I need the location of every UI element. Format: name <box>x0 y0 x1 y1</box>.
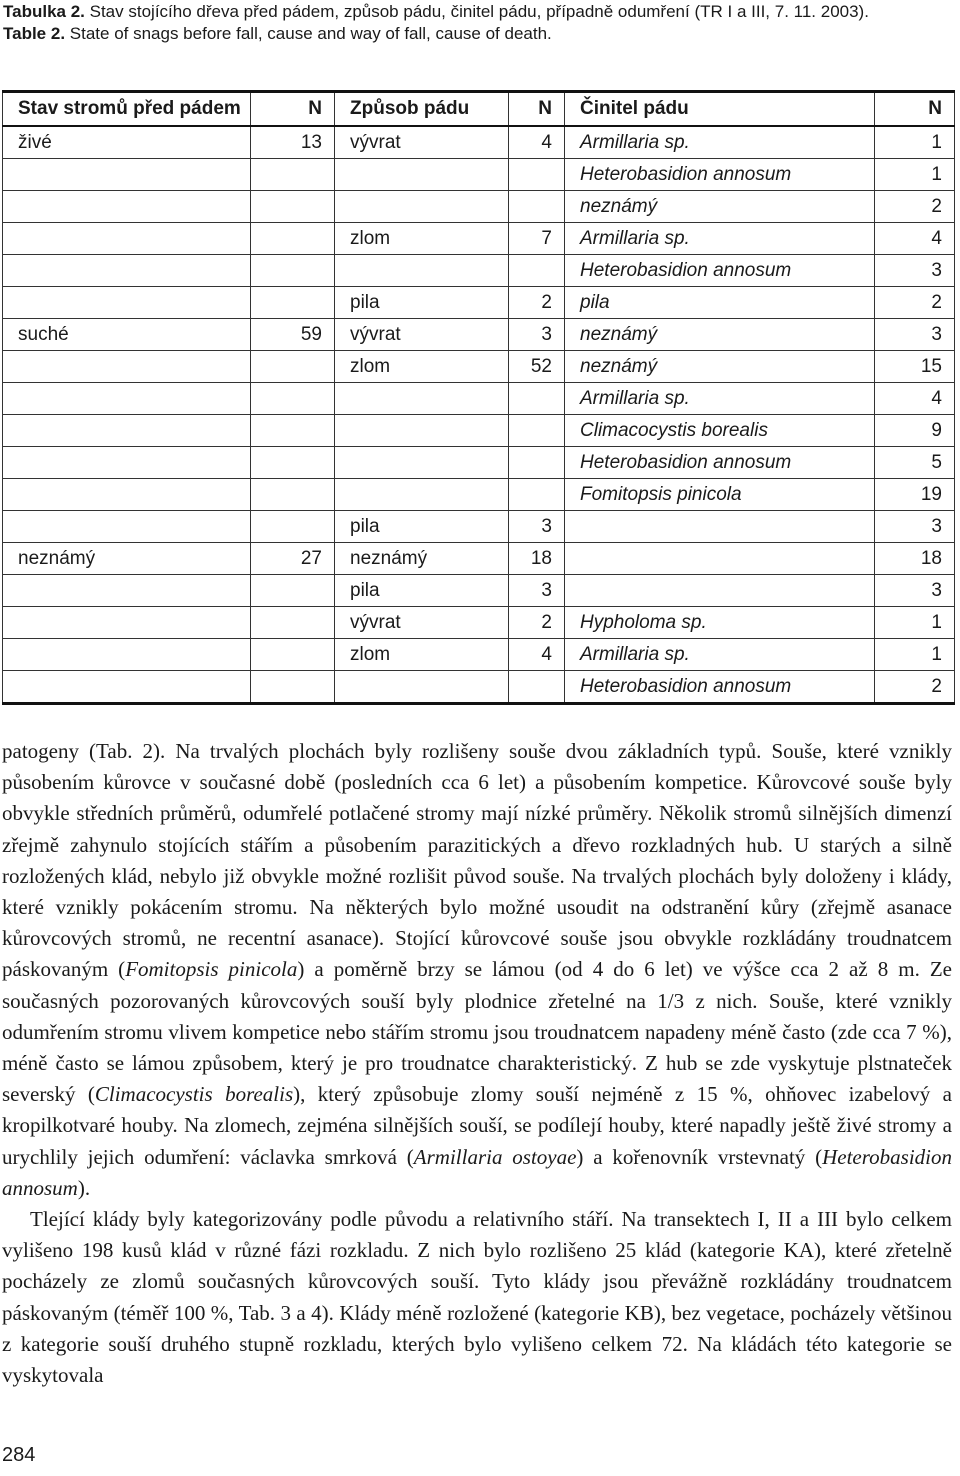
cell-fall-agent: neznámý <box>565 319 875 351</box>
cell-fall-way <box>335 255 509 287</box>
cell-n3: 5 <box>875 447 955 479</box>
p1-part-2: ) a poměrně brzy se lámou (od 4 do 6 let) ve výšce cca 2 až 8 m. Ze současných pozorovaných kůrovcových souší byly plodnice zřetelné na 1/3 z nich. Souše, které vznikly odumřením stromu vlivem kompetice nebo stářím stromu jsou troudnatcem napadeny méně často (zde cca 7 %), méně často se lámou způsobem, který je pro troudnatce charakteristický. Z hub se zde vyskytuje plstnateček severský ( <box>2 957 952 1107</box>
table-row <box>3 126 955 159</box>
cell-n1 <box>251 671 335 704</box>
cell-tree-state <box>3 223 251 255</box>
cell-tree-state <box>3 607 251 639</box>
table-row <box>3 607 955 639</box>
table-caption <box>3 1 953 45</box>
cell-fall-agent: Fomitopsis pinicola <box>565 479 875 511</box>
cell-n1 <box>251 223 335 255</box>
cell-n2: 3 <box>509 319 565 351</box>
cell-tree-state <box>3 383 251 415</box>
cell-n1 <box>251 479 335 511</box>
cell-fall-agent: neznámý <box>565 191 875 223</box>
snag-table <box>2 90 955 705</box>
cell-n3: 1 <box>875 126 955 159</box>
cell-fall-way: pila <box>335 575 509 607</box>
cell-n1 <box>251 287 335 319</box>
page-number: 284 <box>2 1444 36 1466</box>
table-row <box>3 287 955 319</box>
cell-n1 <box>251 383 335 415</box>
caption-english <box>3 23 953 45</box>
cell-tree-state <box>3 255 251 287</box>
cell-tree-state <box>3 287 251 319</box>
cell-tree-state <box>3 671 251 704</box>
cell-n1 <box>251 159 335 191</box>
caption-czech-label: Tabulka 2. <box>3 2 85 21</box>
cell-n3: 2 <box>875 287 955 319</box>
header-n1: N <box>251 92 335 127</box>
paragraph-2: Tlející klády byly kategorizovány podle původu a relativního stáří. Na transektech I, II a III bylo celkem vylišeno 198 kusů klád v různé fázi rozkladu. Z nich bylo rozlišeno 25 klád (kategorie KA), které zřetelně pocházely ze zlomů současných kůrovcových souší. Tyto klády jsou převážně rozkládány troudnatcem páskovaným (téměř 100 %, Tab. 3 a 4). Klády méně rozložené (kategorie KB), bez vegetace, pocházely většinou z kategorie souší druhého stupně rozkladu, kterých bylo vylišeno celkem 72. Na kládách této kategorie se vyskytovala <box>2 1207 952 1388</box>
cell-n1 <box>251 255 335 287</box>
table-row <box>3 671 955 704</box>
cell-n3: 1 <box>875 639 955 671</box>
cell-fall-agent: Heterobasidion annosum <box>565 447 875 479</box>
cell-n1 <box>251 511 335 543</box>
cell-fall-agent: Armillaria sp. <box>565 223 875 255</box>
cell-n3: 2 <box>875 191 955 223</box>
cell-fall-agent: Armillaria sp. <box>565 126 875 159</box>
cell-fall-agent: Hypholoma sp. <box>565 607 875 639</box>
cell-fall-way <box>335 415 509 447</box>
cell-n2: 2 <box>509 287 565 319</box>
caption-english-label: Table 2. <box>3 24 66 43</box>
cell-fall-agent: Heterobasidion annosum <box>565 671 875 704</box>
cell-n2: 3 <box>509 575 565 607</box>
cell-fall-way <box>335 159 509 191</box>
cell-n3: 3 <box>875 255 955 287</box>
cell-n1 <box>251 415 335 447</box>
table-row <box>3 575 955 607</box>
cell-fall-way: pila <box>335 287 509 319</box>
cell-n3: 3 <box>875 511 955 543</box>
cell-n1 <box>251 191 335 223</box>
p1-part-5: ). <box>77 1175 91 1200</box>
table-row <box>3 479 955 511</box>
table-row <box>3 255 955 287</box>
cell-n2 <box>509 191 565 223</box>
cell-n3: 3 <box>875 319 955 351</box>
header-tree-state: Stav stromů před pádem <box>3 92 251 127</box>
cell-n2: 4 <box>509 126 565 159</box>
p1-species-heterobasidion: Heterobasidion annosum <box>2 1144 952 1200</box>
table-row <box>3 383 955 415</box>
cell-fall-agent: Heterobasidion annosum <box>565 255 875 287</box>
table-row <box>3 639 955 671</box>
cell-tree-state <box>3 575 251 607</box>
cell-fall-way <box>335 383 509 415</box>
cell-tree-state <box>3 511 251 543</box>
cell-fall-agent: Armillaria sp. <box>565 639 875 671</box>
cell-n1 <box>251 607 335 639</box>
cell-n3: 4 <box>875 383 955 415</box>
cell-n1: 27 <box>251 543 335 575</box>
cell-n3: 9 <box>875 415 955 447</box>
cell-fall-way: vývrat <box>335 319 509 351</box>
p1-part-3: ), který způsobuje zlomy souší nejméně z 15 %, ohňovec izabelový a kropilkotvaré houby. Na zlomech, zejména silnějších souší, se podílejí houby, které napadly ještě živé stromy a urychlily jejich odumření: václavka smrková ( <box>2 1082 953 1169</box>
cell-tree-state: živé <box>3 126 251 159</box>
p1-species-armillaria: Armillaria ostoyae <box>413 1144 577 1169</box>
cell-n2 <box>509 671 565 704</box>
table-row <box>3 415 955 447</box>
cell-n2 <box>509 479 565 511</box>
cell-n1 <box>251 351 335 383</box>
cell-n2: 3 <box>509 511 565 543</box>
caption-czech <box>3 1 953 23</box>
cell-n2 <box>509 415 565 447</box>
cell-n3: 15 <box>875 351 955 383</box>
cell-fall-way <box>335 447 509 479</box>
cell-tree-state <box>3 191 251 223</box>
header-n2: N <box>509 92 565 127</box>
p1-part-4: ) a kořenovník vrstevnatý ( <box>576 1144 823 1169</box>
cell-fall-way: pila <box>335 511 509 543</box>
cell-n1 <box>251 639 335 671</box>
caption-english-text: State of snags before fall, cause and way of fall, cause of death. <box>69 24 552 43</box>
table-row <box>3 543 955 575</box>
cell-fall-agent <box>565 575 875 607</box>
cell-fall-agent: Armillaria sp. <box>565 383 875 415</box>
cell-tree-state <box>3 415 251 447</box>
cell-tree-state <box>3 447 251 479</box>
table-row <box>3 223 955 255</box>
cell-n2: 4 <box>509 639 565 671</box>
p1-part-1: patogeny (Tab. 2). Na trvalých plochách byly rozlišeny souše dvou základních typů. Souše, které vznikly působením kůrovce v současné době (posledních cca 6 let) a působením kompetice. Kůrovcové souše byly obvykle středních průměrů, odumřelé potlačené stromy mají nízké průměry. Několik stromů silnějších dimenzí zřejmě zahynulo stojících stářím a působením parazitických a dřevo rozkladných hub. U starých a silně rozložených klád, nebylo již obvykle možné rozlišit původ souše. Na trvalých plochách byly doloženy i klády, které vznikly pokácením stromu. Na některých bylo možné usoudit na odstranění kůry (zřejmě asanace kůrovcových stromů, ne recentní asanace). Stojící kůrovcové souše jsou obvykle rozkládány troudnatcem páskovaným ( <box>2 739 952 982</box>
caption-czech-text: Stav stojícího dřeva před pádem, způsob pádu, činitel pádu, případně odumření (TR I a III, 7. 11. 2003). <box>89 2 869 21</box>
cell-tree-state <box>3 159 251 191</box>
cell-n2 <box>509 383 565 415</box>
cell-fall-agent: Climacocystis borealis <box>565 415 875 447</box>
paragraph-1 <box>2 736 952 1204</box>
cell-n2: 2 <box>509 607 565 639</box>
table-row <box>3 319 955 351</box>
cell-fall-way: zlom <box>335 223 509 255</box>
cell-n2 <box>509 255 565 287</box>
cell-fall-agent: neznámý <box>565 351 875 383</box>
cell-tree-state: neznámý <box>3 543 251 575</box>
header-fall-way: Způsob pádu <box>335 92 509 127</box>
cell-fall-way <box>335 479 509 511</box>
cell-n1 <box>251 575 335 607</box>
article-body <box>2 736 952 1391</box>
cell-n2: 52 <box>509 351 565 383</box>
cell-fall-way: vývrat <box>335 607 509 639</box>
cell-fall-way <box>335 191 509 223</box>
table-row <box>3 447 955 479</box>
cell-fall-way: neznámý <box>335 543 509 575</box>
cell-fall-agent <box>565 543 875 575</box>
table-body <box>3 126 955 704</box>
cell-fall-agent <box>565 511 875 543</box>
cell-n3: 19 <box>875 479 955 511</box>
cell-fall-agent: Heterobasidion annosum <box>565 159 875 191</box>
p1-species-climacocystis: Climacocystis borealis <box>94 1082 294 1107</box>
cell-fall-way: zlom <box>335 639 509 671</box>
table-header-row <box>3 92 955 127</box>
cell-tree-state <box>3 479 251 511</box>
cell-n3: 1 <box>875 159 955 191</box>
cell-n3: 1 <box>875 607 955 639</box>
cell-tree-state: suché <box>3 319 251 351</box>
cell-n3: 18 <box>875 543 955 575</box>
cell-n2: 7 <box>509 223 565 255</box>
cell-fall-agent: pila <box>565 287 875 319</box>
table-row <box>3 159 955 191</box>
cell-n3: 4 <box>875 223 955 255</box>
cell-n3: 3 <box>875 575 955 607</box>
cell-n1: 59 <box>251 319 335 351</box>
table-row <box>3 351 955 383</box>
header-fall-agent: Činitel pádu <box>565 92 875 127</box>
cell-fall-way: zlom <box>335 351 509 383</box>
cell-n2 <box>509 159 565 191</box>
cell-fall-way: vývrat <box>335 126 509 159</box>
table-row <box>3 511 955 543</box>
cell-n2 <box>509 447 565 479</box>
cell-fall-way <box>335 671 509 704</box>
table-row <box>3 191 955 223</box>
cell-n1: 13 <box>251 126 335 159</box>
p1-species-fomitopsis: Fomitopsis pinicola <box>125 957 298 982</box>
cell-tree-state <box>3 351 251 383</box>
cell-tree-state <box>3 639 251 671</box>
cell-n1 <box>251 447 335 479</box>
cell-n3: 2 <box>875 671 955 704</box>
cell-n2: 18 <box>509 543 565 575</box>
header-n3: N <box>875 92 955 127</box>
